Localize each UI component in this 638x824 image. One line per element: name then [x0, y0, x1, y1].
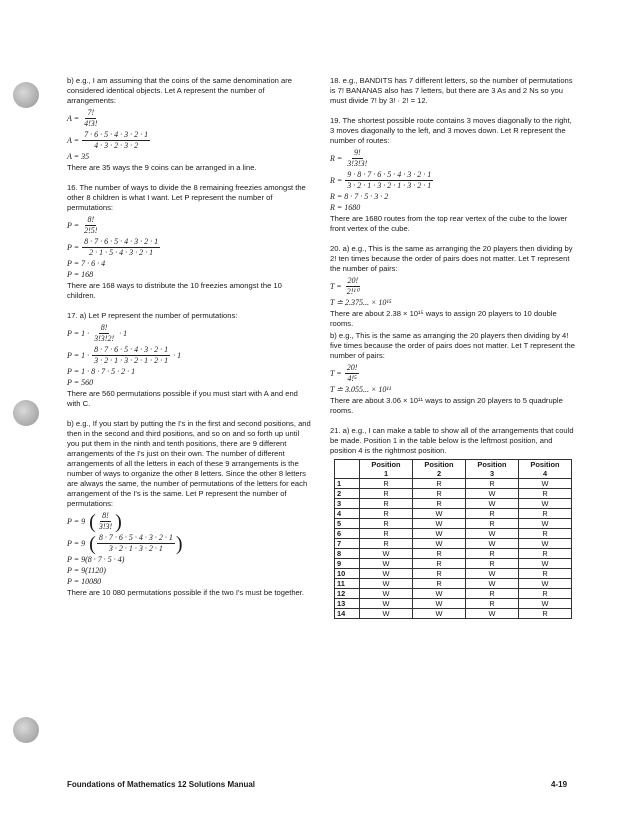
table-cell: W	[413, 519, 466, 529]
table-cell: R	[360, 509, 413, 519]
equation	[67, 345, 312, 366]
fraction	[82, 108, 99, 129]
eq-lhs: T =	[330, 368, 342, 378]
equation: P = 9 ( $\frac{8 \cdot 7 \cdot 6 \cdot 5 \cdot 4 \cdot 3 \cdot 2 \cdot 1}{3 \cdot 2 \cdot 1 \cdot 3 \cdot 2 \cdot 1}$ )	[67, 532, 183, 555]
table-row	[335, 549, 572, 559]
table-row	[335, 589, 572, 599]
conclusion-text: There are 560 permutations possible if you must start with A and end with C.	[67, 389, 298, 408]
table-row	[335, 569, 572, 579]
binder-hole-top	[13, 82, 39, 108]
denominator: 3!3!2!	[94, 334, 115, 343]
table-cell: W	[360, 569, 413, 579]
table-row	[335, 539, 572, 549]
equation-line: P = 7 · 6 · 4	[67, 259, 106, 268]
numerator: 9!	[353, 148, 361, 157]
eq-lhs: R =	[330, 153, 343, 163]
arrangements-table	[334, 459, 572, 619]
row-number-cell: 7	[335, 539, 360, 549]
eq-lhs: P = 9	[67, 516, 86, 526]
equation-line: R = 1680	[330, 203, 361, 212]
table-cell: W	[360, 609, 413, 619]
table-cell: W	[519, 579, 572, 589]
table-cell: R	[519, 549, 572, 559]
conclusion-text: There are about 3.06 × 10¹¹ ways to assign 20 players to 5 quadruple rooms.	[330, 396, 563, 415]
equation	[67, 323, 312, 344]
table-cell: R	[413, 499, 466, 509]
table-cell: W	[413, 609, 466, 619]
table-cell: W	[360, 579, 413, 589]
table-cell: W	[466, 489, 519, 499]
table-cell: W	[360, 549, 413, 559]
numerator: 8!	[102, 511, 109, 520]
table-cell: R	[413, 489, 466, 499]
eq-lhs: P = 1 ·	[67, 350, 90, 360]
fraction	[97, 511, 114, 532]
table-row	[335, 509, 572, 519]
fraction	[82, 215, 99, 236]
table-row	[335, 499, 572, 509]
binder-hole-middle	[13, 400, 39, 426]
row-number-cell: 4	[335, 509, 360, 519]
fraction	[345, 276, 361, 297]
table-cell: R	[413, 579, 466, 589]
header-cell: Position 4	[519, 460, 572, 479]
equation-line: P = 9(8 · 7 · 5 · 4)	[67, 555, 125, 564]
table-cell: R	[466, 589, 519, 599]
footer-title: Foundations of Mathematics 12 Solutions Manual	[67, 780, 256, 789]
denominator: 3!3!	[98, 522, 113, 531]
numerator: 9 · 8 · 7 · 6 · 5 · 4 · 3 · 2 · 1	[347, 170, 432, 179]
table-cell: W	[519, 559, 572, 569]
table-cell: R	[360, 529, 413, 539]
equation-line: P = 560	[67, 378, 94, 387]
table-cell: R	[519, 489, 572, 499]
eq-lhs: A =	[67, 135, 80, 145]
eq-lhs: T =	[330, 281, 342, 291]
table-cell: R	[466, 519, 519, 529]
intro-text: 21. a) e.g., I can make a table to show all of the arrangements that could be made. Position 1 in the table below is the leftmost position, and position 4 is the rightmost position.	[330, 426, 574, 455]
equation-line: P = 168	[67, 270, 94, 279]
table-cell: R	[519, 529, 572, 539]
page-number: 4-19	[551, 780, 568, 789]
numerator: 7 · 6 · 5 · 4 · 3 · 2 · 1	[84, 130, 149, 139]
header-cell: Position 3	[466, 460, 519, 479]
table-cell: W	[413, 589, 466, 599]
fraction	[345, 363, 360, 384]
denominator: 4!⁵	[347, 374, 357, 383]
table-cell: R	[466, 549, 519, 559]
equation	[67, 108, 312, 129]
denominator: 3 · 2 · 1 · 3 · 2 · 1 · 2 · 1	[94, 356, 169, 365]
equation	[330, 170, 578, 191]
table-cell: R	[466, 559, 519, 569]
numerator: 20!	[347, 276, 359, 285]
table-cell: R	[413, 569, 466, 579]
binder-hole-bottom	[13, 717, 39, 743]
row-number-cell: 10	[335, 569, 360, 579]
row-number-cell: 3	[335, 499, 360, 509]
equation-line: P = 9(1120)	[67, 566, 106, 575]
table-cell: R	[360, 539, 413, 549]
solution-17a	[67, 311, 312, 409]
table-cell: W	[519, 499, 572, 509]
row-number-cell: 13	[335, 599, 360, 609]
table-cell: W	[466, 579, 519, 589]
numerator: 7!	[87, 108, 95, 117]
intro-text: 16. The number of ways to divide the 8 remaining freezies amongst the other 8 children is what I want. Let P represent the number of permutations:	[67, 183, 306, 212]
right-column	[330, 76, 578, 619]
denominator: 2!5!	[84, 226, 98, 235]
table-cell: W	[413, 509, 466, 519]
equation-line: A = 35	[67, 152, 90, 161]
table-cell: R	[466, 479, 519, 489]
equation	[330, 148, 578, 169]
table-cell: R	[466, 509, 519, 519]
numerator: 8!	[87, 215, 95, 224]
table-cell: W	[466, 569, 519, 579]
table-cell: R	[360, 519, 413, 529]
fraction	[82, 237, 160, 258]
conclusion-text: There are about 2.38 × 10¹⁵ ways to assign 20 players to 10 double rooms.	[330, 309, 557, 328]
denominator: 3 · 2 · 1 · 3 · 2 · 1	[108, 544, 163, 553]
numerator: 20!	[346, 363, 358, 372]
solution-20b	[330, 331, 578, 416]
table-row	[335, 559, 572, 569]
row-number-cell: 9	[335, 559, 360, 569]
eq-lhs: P = 9	[67, 538, 86, 548]
eq-tail: · 1	[119, 328, 128, 338]
table-row	[335, 489, 572, 499]
table-cell: W	[519, 479, 572, 489]
eq-lhs: P =	[67, 220, 80, 230]
equation	[67, 130, 312, 151]
intro-text: 17. a) Let P represent the number of permutations:	[67, 311, 238, 320]
equation	[67, 237, 312, 258]
equation: P = 9 ( $\frac{8!}{3!3!}$ )	[67, 510, 122, 533]
equation-line: P = 1 · 8 · 7 · 5 · 2 · 1	[67, 367, 136, 376]
intro-text: 20. a) e.g., This is the same as arranging the 20 players then dividing by 2! ten times because the order of pairs does not matter. Let T represent the number of pairs:	[330, 244, 573, 273]
table-cell: W	[466, 609, 519, 619]
intro-text: b) e.g., This is the same as arranging the 20 players then dividing by 4! five times because the order of pairs does not matter. Let T represent the number of pairs:	[330, 331, 575, 360]
denominator: 4 · 3 · 2 · 3 · 2	[94, 141, 139, 150]
body-text: 18. e.g., BANDITS has 7 different letters, so the number of permutations is 7! BANANAS also has 7 letters, but there are 3 As and 2 Ns so you must divide 7! by 3! · 2! = 12.	[330, 76, 573, 105]
table-cell: R	[466, 599, 519, 609]
equation	[67, 215, 312, 236]
table-row	[335, 529, 572, 539]
conclusion-text: There are 1680 routes from the top rear vertex of the cube to the lower front vertex of the cube.	[330, 214, 568, 233]
table-cell: W	[519, 519, 572, 529]
eq-lhs: P = 1 ·	[67, 328, 90, 338]
solution-20a	[330, 244, 578, 329]
table-cell: W	[360, 589, 413, 599]
table-cell: W	[360, 559, 413, 569]
equation-line: T ≐ 3.055... × 10¹¹	[330, 385, 392, 394]
table-cell: W	[466, 529, 519, 539]
equation-line: P = 10080	[67, 577, 102, 586]
solution-15b	[67, 76, 312, 173]
table-row	[335, 479, 572, 489]
row-number-cell: 2	[335, 489, 360, 499]
table-row	[335, 609, 572, 619]
denominator: 2!¹⁰	[346, 287, 359, 296]
solution-17b	[67, 419, 312, 598]
denominator: 4!3!	[84, 119, 98, 128]
equation-line: R = 8 · 7 · 5 · 3 · 2	[330, 192, 389, 201]
solution-19	[330, 116, 578, 234]
table-cell: R	[413, 549, 466, 559]
table-row	[335, 579, 572, 589]
header-cell	[335, 460, 360, 479]
table-cell: R	[413, 479, 466, 489]
table-row	[335, 599, 572, 609]
intro-text: 19. The shortest possible route contains 3 moves diagonally to the right, 3 moves diagonally to the left, and 3 moves down. Let R represent the number of routes:	[330, 116, 572, 145]
conclusion-text: There are 10 080 permutations possible if the two I's must be together.	[67, 588, 304, 597]
table-cell: W	[466, 499, 519, 509]
eq-tail: · 1	[173, 350, 182, 360]
table-cell: W	[413, 599, 466, 609]
equation	[330, 363, 578, 384]
numerator: 8 · 7 · 6 · 5 · 4 · 3 · 2 · 1	[94, 345, 169, 354]
conclusion-text: There are 35 ways the 9 coins can be arranged in a line.	[67, 163, 257, 172]
table-cell: W	[360, 599, 413, 609]
table-cell: R	[360, 489, 413, 499]
row-number-cell: 12	[335, 589, 360, 599]
fraction	[97, 533, 175, 554]
row-number-cell: 8	[335, 549, 360, 559]
table-cell: R	[519, 589, 572, 599]
fraction	[92, 345, 170, 366]
numerator: 8 · 7 · 6 · 5 · 4 · 3 · 2 · 1	[98, 533, 173, 542]
solution-18	[330, 76, 578, 106]
table-cell: R	[413, 559, 466, 569]
intro-text: b) e.g., I am assuming that the coins of the same denomination are considered identical objects. Let A represent the number of arrangements:	[67, 76, 292, 105]
row-number-cell: 11	[335, 579, 360, 589]
table-cell: R	[519, 609, 572, 619]
table-cell: W	[466, 539, 519, 549]
fraction	[92, 323, 116, 344]
solution-21a	[330, 426, 578, 619]
solution-16	[67, 183, 312, 301]
table-cell: R	[519, 569, 572, 579]
eq-lhs: A =	[67, 113, 80, 123]
fraction	[345, 148, 369, 169]
table-cell: R	[519, 509, 572, 519]
denominator: 2 · 1 · 5 · 4 · 3 · 2 · 1	[89, 248, 154, 257]
fraction	[345, 170, 433, 191]
table-cell: W	[519, 539, 572, 549]
row-number-cell: 1	[335, 479, 360, 489]
table-cell: W	[413, 539, 466, 549]
table-cell: W	[413, 529, 466, 539]
row-number-cell: 5	[335, 519, 360, 529]
table-cell: R	[360, 499, 413, 509]
equation-line: T ≐ 2.375... × 10¹⁵	[330, 298, 392, 307]
table-cell: R	[360, 479, 413, 489]
equation	[330, 276, 578, 297]
left-column	[67, 76, 312, 600]
denominator: 3!3!3!	[347, 159, 368, 168]
denominator: 3 · 2 · 1 · 3 · 2 · 1 · 3 · 2 · 1	[347, 181, 432, 190]
header-cell: Position 1	[360, 460, 413, 479]
numerator: 8!	[100, 323, 108, 332]
eq-lhs: R =	[330, 175, 343, 185]
table-header-row	[335, 460, 572, 479]
numerator: 8 · 7 · 6 · 5 · 4 · 3 · 2 · 1	[84, 237, 159, 246]
table-row	[335, 519, 572, 529]
header-cell: Position 2	[413, 460, 466, 479]
fraction	[82, 130, 150, 151]
table-cell: W	[519, 599, 572, 609]
row-number-cell: 14	[335, 609, 360, 619]
conclusion-text: There are 168 ways to distribute the 10 freezies amongst the 10 children.	[67, 281, 282, 300]
row-number-cell: 6	[335, 529, 360, 539]
intro-text: b) e.g., If you start by putting the I's in the first and second positions, and then in the second and third positions, and so on and so forth up until you put them in the ninth and tenth positions, there are 9 different arrangements of the I's just on their own. The number of different arrangements of all the letters in each of these 9 arrangements is the number of ways to organize the other 8 letters. Since the other 8 letters are always the same, the number of permutations of the letters for each arrangement of the I's is the same. Let P represent the number of permutations:	[67, 419, 311, 508]
eq-lhs: P =	[67, 242, 80, 252]
